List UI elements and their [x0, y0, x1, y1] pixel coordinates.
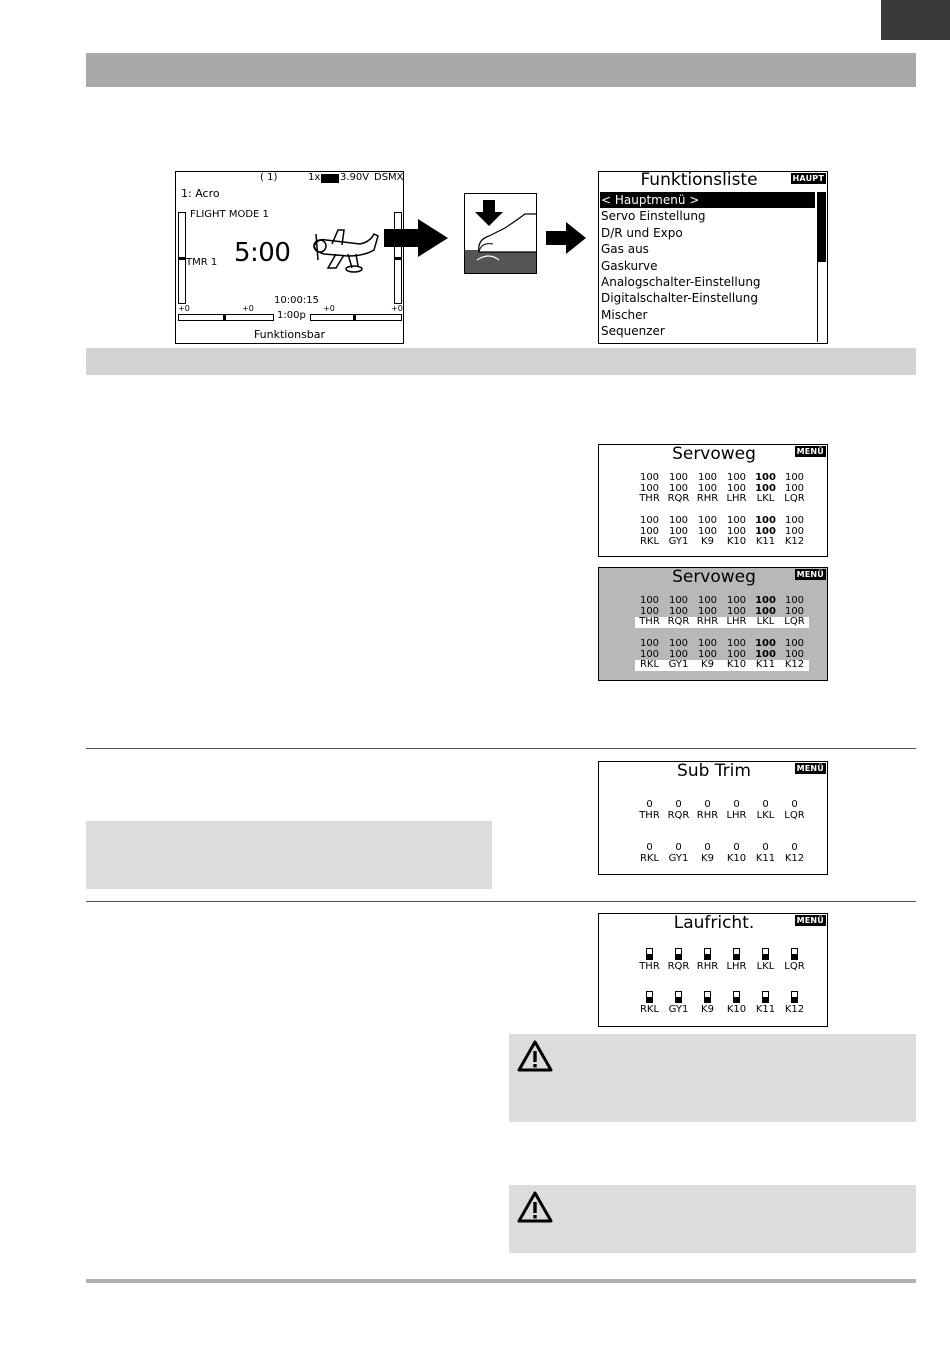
- sub-trim-value[interactable]: 0: [762, 799, 769, 810]
- travel-value[interactable]: 100: [755, 482, 776, 494]
- clock-display: 10:00:15: [274, 295, 319, 306]
- function-list-screen: [598, 171, 828, 344]
- travel-value[interactable]: 100: [668, 638, 689, 649]
- reverse-switch-icon: [646, 948, 653, 960]
- battery-voltage: 3.90V: [340, 172, 370, 183]
- protocol-label: DSMX: [374, 172, 404, 183]
- timer-label: TMR 1: [186, 257, 218, 268]
- sub-trim-screen: [598, 761, 828, 875]
- channel-label: RQR: [667, 961, 690, 972]
- channel-label: LHR: [722, 617, 751, 628]
- travel-value[interactable]: 100: [697, 525, 718, 537]
- channel-label: RQR: [664, 617, 693, 628]
- reverse-toggle[interactable]: [722, 948, 751, 962]
- travel-value[interactable]: 100: [726, 515, 747, 526]
- sub-trim-value[interactable]: 0: [675, 799, 682, 810]
- elapsed-time: 1:00p: [277, 310, 306, 321]
- trim-center-left-value: +0: [242, 304, 254, 313]
- travel-value[interactable]: 100: [639, 482, 660, 494]
- travel-value[interactable]: 100: [668, 525, 689, 537]
- sub-trim-value[interactable]: 0: [704, 799, 711, 810]
- travel-value[interactable]: 100: [639, 595, 660, 606]
- reverse-switch-icon: [791, 948, 798, 960]
- channel-label: K11: [755, 1004, 776, 1015]
- function-list-item[interactable]: Analogschalter-Einstellung: [601, 274, 761, 289]
- function-list-title: Funktionsliste: [640, 170, 758, 190]
- channel-label: K11: [751, 660, 780, 671]
- channel-label: K12: [784, 1004, 805, 1015]
- channel-label: RKL: [639, 852, 660, 864]
- sub-trim-value[interactable]: 0: [675, 842, 682, 853]
- travel-value[interactable]: 100: [668, 482, 689, 494]
- main-menu-badge: HAUPT: [792, 174, 824, 183]
- reverse-switch-icon: [675, 948, 682, 960]
- channel-label: K12: [784, 852, 805, 864]
- timer-value: 5:00: [234, 238, 291, 268]
- servoweg-screen: [598, 444, 828, 557]
- reverse-switch-icon: [704, 948, 711, 960]
- channel-label: RKL: [639, 536, 660, 547]
- travel-value[interactable]: 100: [784, 638, 805, 649]
- function-list: [600, 192, 815, 340]
- reverse-switch-icon: [762, 991, 769, 1003]
- travel-value[interactable]: 100: [668, 595, 689, 606]
- travel-value[interactable]: 100: [697, 648, 718, 660]
- reverse-toggle[interactable]: [780, 948, 809, 962]
- mode-indicator: 1x: [308, 172, 321, 183]
- reverse-switch-icon: [704, 991, 711, 1003]
- travel-value[interactable]: 100: [697, 605, 718, 617]
- function-list-item[interactable]: Mischer: [601, 307, 648, 322]
- travel-value[interactable]: 100: [726, 525, 747, 537]
- travel-value[interactable]: 100: [784, 605, 805, 617]
- reverse-toggle[interactable]: [664, 991, 693, 1005]
- menu-badge: MENÜ: [796, 916, 824, 925]
- footer-rule: [86, 1279, 916, 1283]
- channel-label: RKL: [635, 660, 664, 671]
- section-header-band: [86, 53, 916, 87]
- right-arrow-icon: [384, 219, 448, 257]
- travel-value[interactable]: 100: [784, 525, 805, 537]
- channel-label: LKL: [756, 961, 775, 972]
- travel-value[interactable]: 100: [755, 595, 776, 606]
- function-list-item[interactable]: Gaskurve: [601, 258, 658, 273]
- travel-value[interactable]: 100: [639, 638, 660, 649]
- menu-badge: MENÜ: [796, 764, 824, 773]
- channel-label: GY1: [668, 852, 689, 864]
- function-list-item[interactable]: Servo Einstellung: [601, 209, 706, 224]
- travel-value[interactable]: 100: [755, 638, 776, 649]
- channel-label: LQR: [784, 493, 805, 504]
- right-trim-bar: [310, 314, 402, 321]
- travel-value[interactable]: 100: [668, 515, 689, 526]
- channel-label: GY1: [668, 1004, 689, 1015]
- touch-press-icon: [464, 193, 537, 274]
- channel-label: K10: [726, 536, 747, 547]
- servoweg-selected-screen: [598, 567, 828, 681]
- channel-label: LKL: [756, 493, 775, 504]
- travel-value[interactable]: 100: [697, 472, 718, 483]
- channel-label: THR: [639, 493, 660, 504]
- travel-value[interactable]: 100: [726, 482, 747, 494]
- sub-trim-title: Sub Trim: [677, 761, 751, 781]
- divider: [86, 901, 916, 902]
- battery-icon: [321, 174, 339, 183]
- reverse-switch-icon: [675, 991, 682, 1003]
- travel-value[interactable]: 100: [784, 595, 805, 606]
- sub-trim-row-2: [635, 843, 809, 864]
- trim-left-value: +0: [178, 304, 190, 313]
- warning-triangle-icon: [517, 1191, 553, 1223]
- travel-value[interactable]: 100: [639, 605, 660, 617]
- warning-triangle-icon: [517, 1040, 553, 1072]
- function-list-item[interactable]: Sequenzer: [601, 324, 665, 339]
- channel-label: RKL: [639, 1004, 660, 1015]
- travel-value[interactable]: 100: [755, 525, 776, 537]
- channel-label: LQR: [780, 617, 809, 628]
- travel-value[interactable]: 100: [697, 515, 718, 526]
- warning-box-1: [509, 1034, 916, 1122]
- sub-trim-value[interactable]: 0: [704, 842, 711, 853]
- travel-value[interactable]: 100: [639, 472, 660, 483]
- channel-label: LHR: [726, 961, 747, 972]
- travel-value[interactable]: 100: [784, 472, 805, 483]
- model-name: 1: Acro: [181, 187, 220, 200]
- function-list-item[interactable]: < Hauptmenü >: [600, 192, 815, 208]
- left-trim-bar: [178, 314, 274, 321]
- channel-label: RQR: [667, 809, 690, 821]
- servoweg-selected-title: Servoweg: [672, 567, 756, 587]
- servo-reverse-row-2: [635, 991, 809, 1016]
- reverse-toggle[interactable]: [693, 948, 722, 962]
- note-box: [86, 821, 492, 889]
- main-screen: [175, 171, 404, 344]
- sub-trim-value[interactable]: 0: [646, 842, 653, 853]
- travel-value[interactable]: 100: [639, 525, 660, 537]
- menu-badge: MENÜ: [796, 447, 824, 456]
- channel-label: K10: [726, 852, 747, 864]
- reverse-toggle[interactable]: [722, 991, 751, 1005]
- travel-value[interactable]: 100: [784, 482, 805, 494]
- travel-value[interactable]: 100: [726, 605, 747, 617]
- trim-center-right-value: +0: [323, 304, 335, 313]
- channel-label: THR: [639, 809, 660, 821]
- airplane-icon: [308, 224, 382, 274]
- flight-mode-label: FLIGHT MODE 1: [190, 209, 269, 220]
- channel-label: LKL: [756, 809, 775, 821]
- channel-label: RQR: [667, 493, 690, 504]
- travel-value[interactable]: 100: [784, 648, 805, 660]
- reverse-toggle[interactable]: [693, 991, 722, 1005]
- travel-value[interactable]: 100: [755, 472, 776, 483]
- divider: [86, 748, 916, 749]
- travel-value[interactable]: 100: [726, 638, 747, 649]
- function-list-item[interactable]: D/R und Expo: [601, 225, 683, 240]
- servo-reverse-title: Laufricht.: [673, 913, 755, 933]
- screen-caption: Funktionsbar: [253, 328, 326, 341]
- channel-label: K12: [780, 660, 809, 671]
- reverse-toggle[interactable]: [635, 991, 664, 1005]
- travel-value[interactable]: 100: [784, 515, 805, 526]
- trim-right-value: +0: [391, 304, 403, 313]
- channel-label: GY1: [668, 536, 689, 547]
- channel-label: LQR: [784, 961, 805, 972]
- travel-value[interactable]: 100: [639, 515, 660, 526]
- reverse-switch-icon: [733, 991, 740, 1003]
- travel-value[interactable]: 100: [726, 595, 747, 606]
- travel-value[interactable]: 100: [726, 648, 747, 660]
- sub-trim-value[interactable]: 0: [791, 799, 798, 810]
- channel-label: LKL: [751, 617, 780, 628]
- travel-value[interactable]: 100: [668, 472, 689, 483]
- reverse-toggle[interactable]: [751, 991, 780, 1005]
- travel-value[interactable]: 100: [639, 648, 660, 660]
- sub-trim-value[interactable]: 0: [733, 799, 740, 810]
- travel-value[interactable]: 100: [668, 648, 689, 660]
- channel-label: K10: [726, 1004, 747, 1015]
- channel-label: K9: [701, 852, 714, 864]
- servoweg-selected-row-2: [635, 639, 809, 671]
- travel-value[interactable]: 100: [668, 605, 689, 617]
- reverse-toggle[interactable]: [780, 991, 809, 1005]
- channel-label: RHR: [696, 961, 719, 972]
- travel-value[interactable]: 100: [755, 605, 776, 617]
- function-list-item[interactable]: Digitalschalter-Einstellung: [601, 291, 759, 306]
- travel-value[interactable]: 100: [697, 638, 718, 649]
- channel-label: THR: [639, 961, 660, 972]
- servoweg-row-1: [635, 473, 809, 505]
- reverse-switch-icon: [762, 948, 769, 960]
- reverse-toggle[interactable]: [664, 948, 693, 962]
- sub-trim-value[interactable]: 0: [762, 842, 769, 853]
- channel-label: LQR: [784, 809, 805, 821]
- channel-label: RHR: [693, 617, 722, 628]
- channel-label: K11: [755, 852, 776, 864]
- reverse-toggle[interactable]: [751, 948, 780, 962]
- channel-label: K11: [755, 536, 776, 547]
- left-throttle-bar: [178, 212, 186, 304]
- travel-value[interactable]: 100: [755, 515, 776, 526]
- sub-trim-value[interactable]: 0: [733, 842, 740, 853]
- sub-trim-value[interactable]: 0: [646, 799, 653, 810]
- reverse-switch-icon: [733, 948, 740, 960]
- servo-reverse-row-1: [635, 948, 809, 973]
- function-list-item[interactable]: Gas aus: [601, 242, 649, 257]
- page-corner-tab: [881, 0, 950, 40]
- reverse-toggle[interactable]: [635, 948, 664, 962]
- channel-label: RHR: [696, 493, 719, 504]
- menu-badge: MENÜ: [796, 570, 824, 579]
- channel-label: RHR: [696, 809, 719, 821]
- sub-section-band: [86, 348, 916, 375]
- channel-label: K9: [693, 660, 722, 671]
- servoweg-selected-row-1: [635, 596, 809, 628]
- reverse-switch-icon: [791, 991, 798, 1003]
- channel-label: K9: [701, 1004, 714, 1015]
- sub-trim-value[interactable]: 0: [791, 842, 798, 853]
- right-arrow-icon: [546, 222, 586, 254]
- channel-label: K10: [722, 660, 751, 671]
- scrollbar[interactable]: [817, 192, 826, 342]
- status-channel: ( 1): [260, 172, 278, 183]
- travel-value[interactable]: 100: [726, 472, 747, 483]
- travel-value[interactable]: 100: [697, 595, 718, 606]
- channel-label: LHR: [726, 809, 747, 821]
- servoweg-title: Servoweg: [672, 444, 756, 464]
- reverse-switch-icon: [646, 991, 653, 1003]
- channel-label: K9: [701, 536, 714, 547]
- channel-label: GY1: [664, 660, 693, 671]
- channel-label: LHR: [726, 493, 747, 504]
- servoweg-row-2: [635, 516, 809, 548]
- travel-value[interactable]: 100: [697, 482, 718, 494]
- servo-reverse-screen: [598, 913, 828, 1027]
- travel-value[interactable]: 100: [755, 648, 776, 660]
- scrollbar-thumb[interactable]: [818, 192, 826, 262]
- channel-label: K12: [784, 536, 805, 547]
- channel-label: THR: [635, 617, 664, 628]
- warning-box-2: [509, 1185, 916, 1253]
- sub-trim-row-1: [635, 800, 809, 821]
